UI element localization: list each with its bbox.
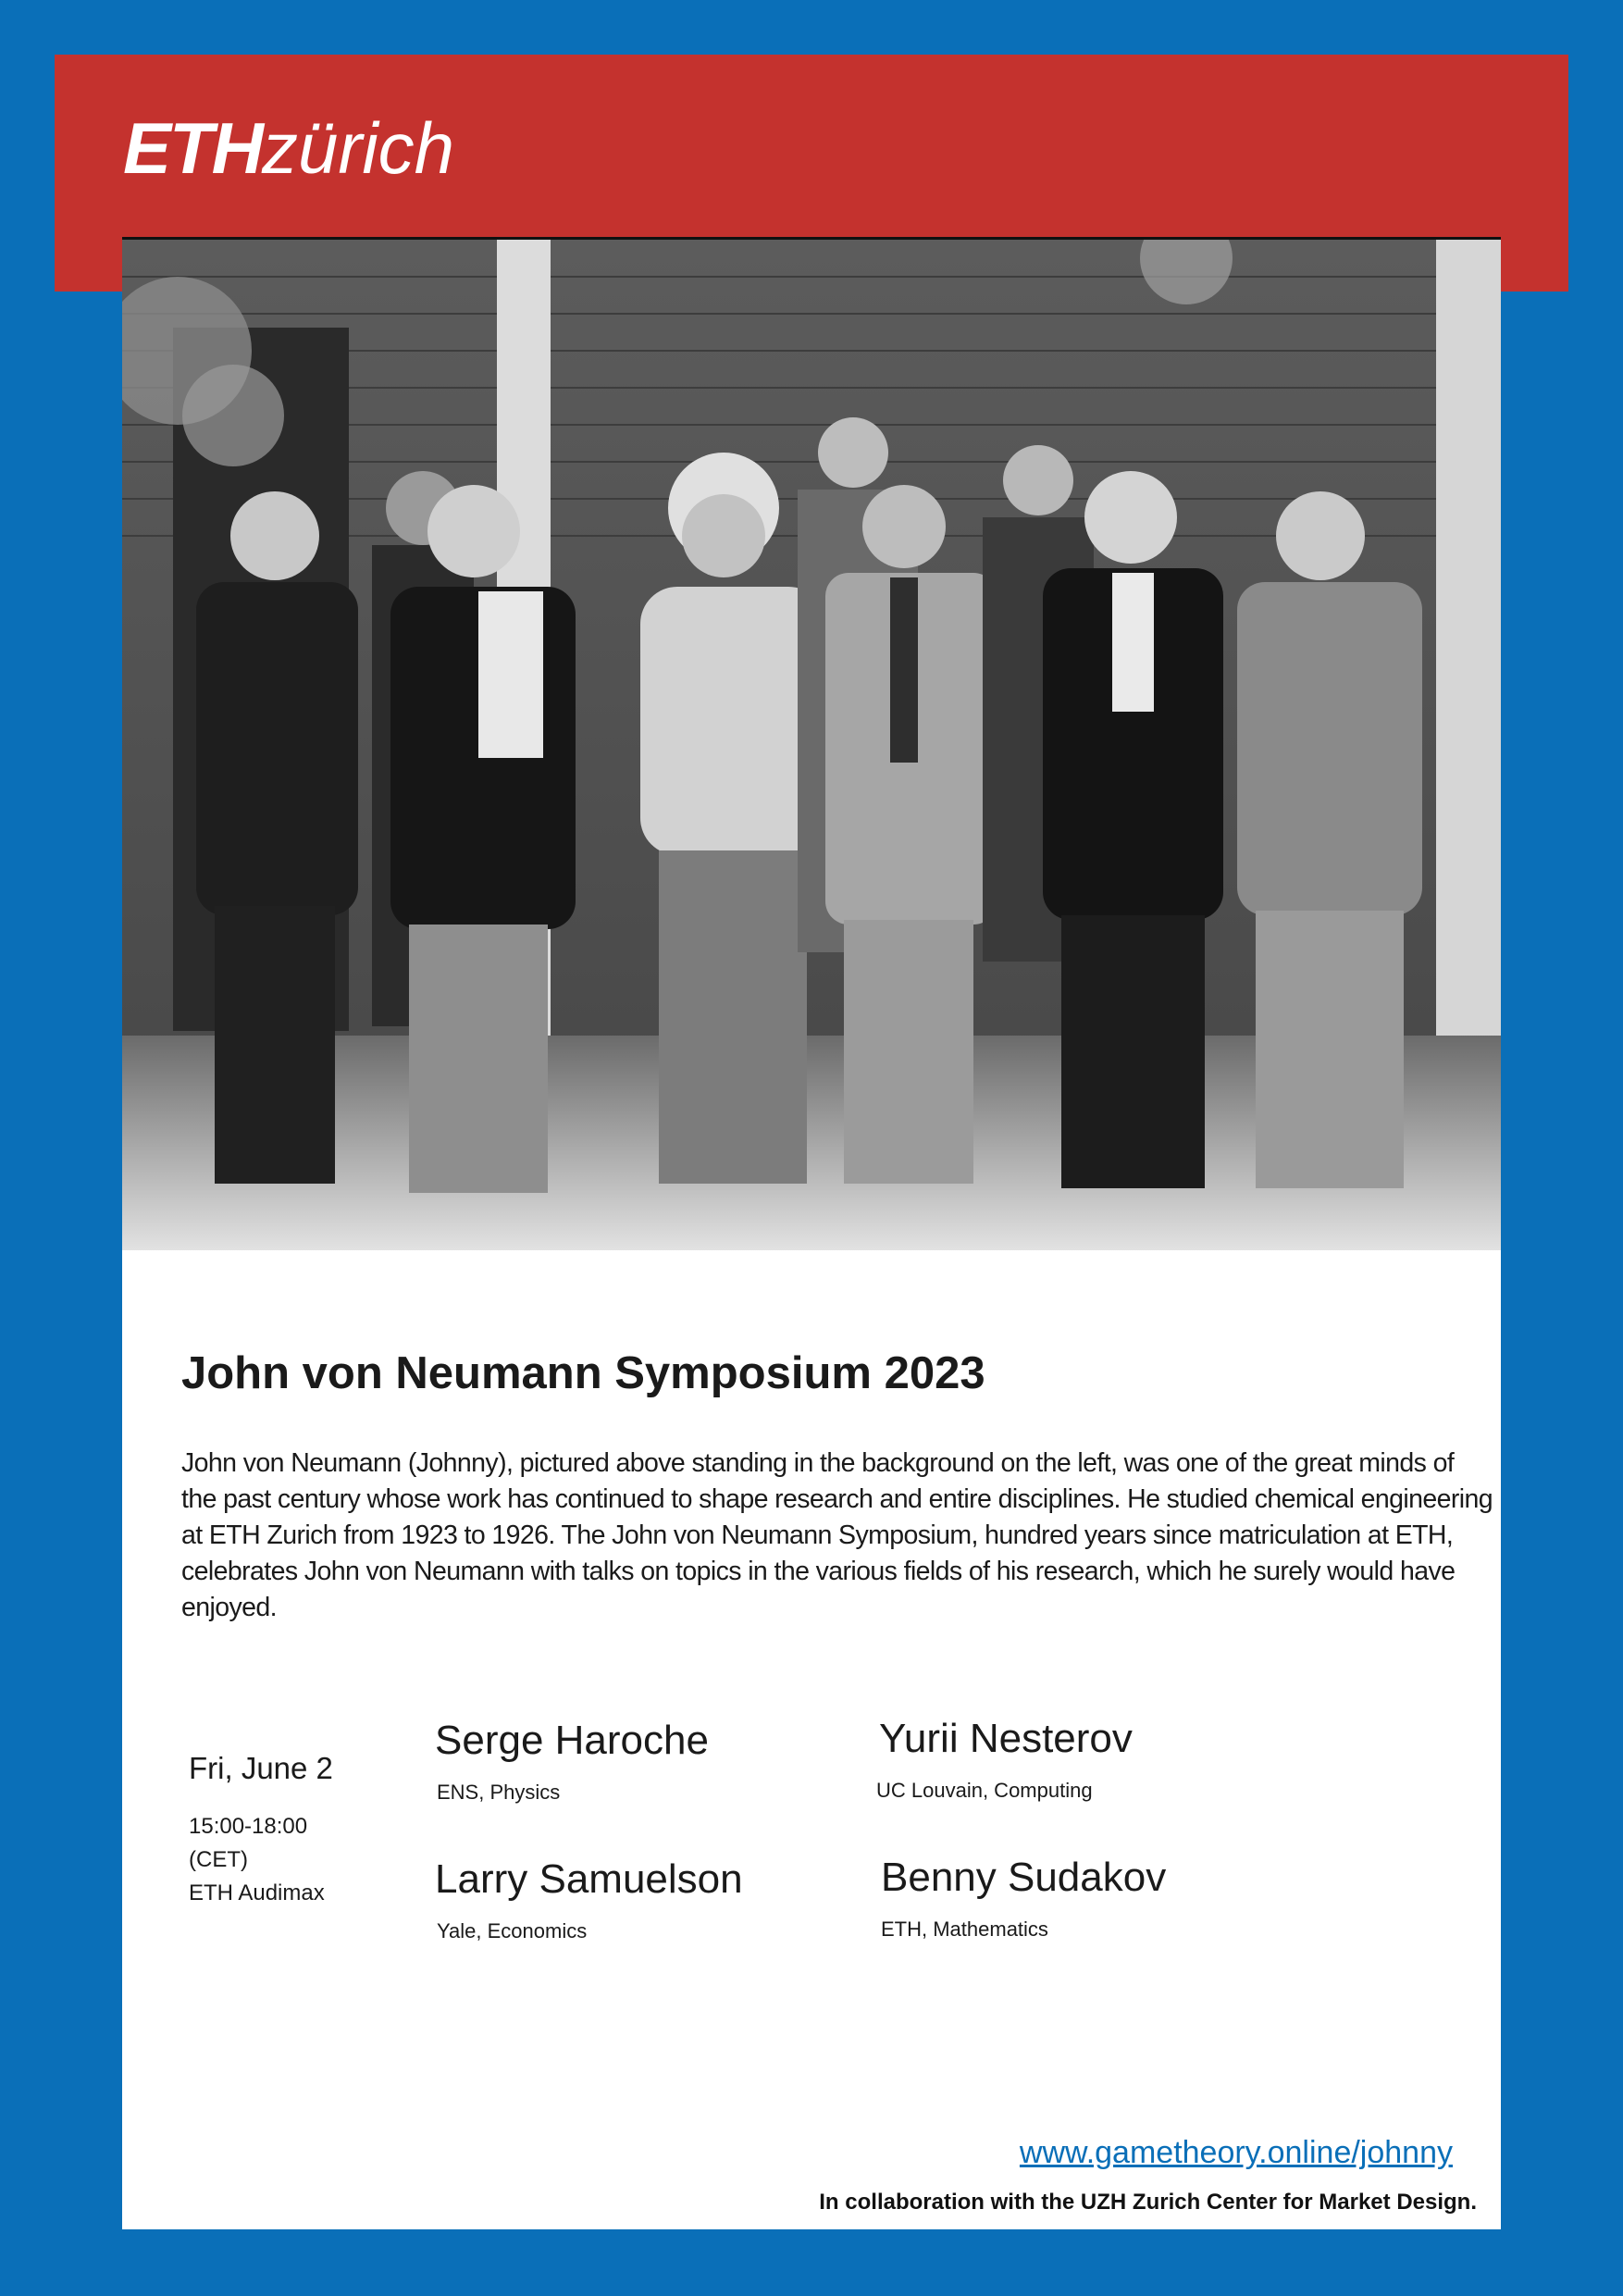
speaker-affiliation: ENS, Physics bbox=[437, 1781, 561, 1804]
event-details bbox=[189, 1810, 325, 1910]
website-link[interactable]: www.gametheory.online/johnny bbox=[1019, 2135, 1453, 2170]
event-venue: ETH Audimax bbox=[189, 1880, 325, 1905]
symposium-title: John von Neumann Symposium 2023 bbox=[181, 1348, 985, 1398]
speaker-name: Benny Sudakov bbox=[881, 1855, 1167, 1900]
poster-card bbox=[122, 237, 1501, 2229]
speaker-name: Yurii Nesterov bbox=[879, 1716, 1133, 1761]
group-photo bbox=[122, 237, 1501, 1250]
speaker-name: Serge Haroche bbox=[435, 1718, 709, 1763]
event-time: 15:00-18:00 bbox=[189, 1814, 308, 1839]
event-timezone: (CET) bbox=[189, 1847, 248, 1872]
group-photo-image bbox=[122, 240, 1501, 1250]
intro-paragraph: John von Neumann (Johnny), pictured above standing in the background on the left, was one of the great minds of the past century whose work has continued to shape research and entire disciplines. He studied chemical engineering at ETH Zurich from 1923 to 1926. The John von Neumann Symposium, hundred years since matriculation at ETH, celebrates John von Neumann with talks on topics in the various fields of his research, which he surely would have enjoyed. bbox=[181, 1448, 1493, 1622]
speaker-affiliation: ETH, Mathematics bbox=[881, 1917, 1048, 1941]
speaker-affiliation: Yale, Economics bbox=[437, 1919, 588, 1942]
eth-zurich-logo bbox=[123, 106, 454, 190]
event-day: Fri, June 2 bbox=[189, 1751, 333, 1785]
logo-eth: ETH bbox=[123, 107, 262, 189]
collaboration-note: In collaboration with the UZH Zurich Center for Market Design. bbox=[819, 2190, 1477, 2215]
logo-zurich: zürich bbox=[262, 107, 455, 189]
speaker-affiliation: UC Louvain, Computing bbox=[876, 1779, 1093, 1802]
speaker-name: Larry Samuelson bbox=[435, 1856, 743, 1902]
